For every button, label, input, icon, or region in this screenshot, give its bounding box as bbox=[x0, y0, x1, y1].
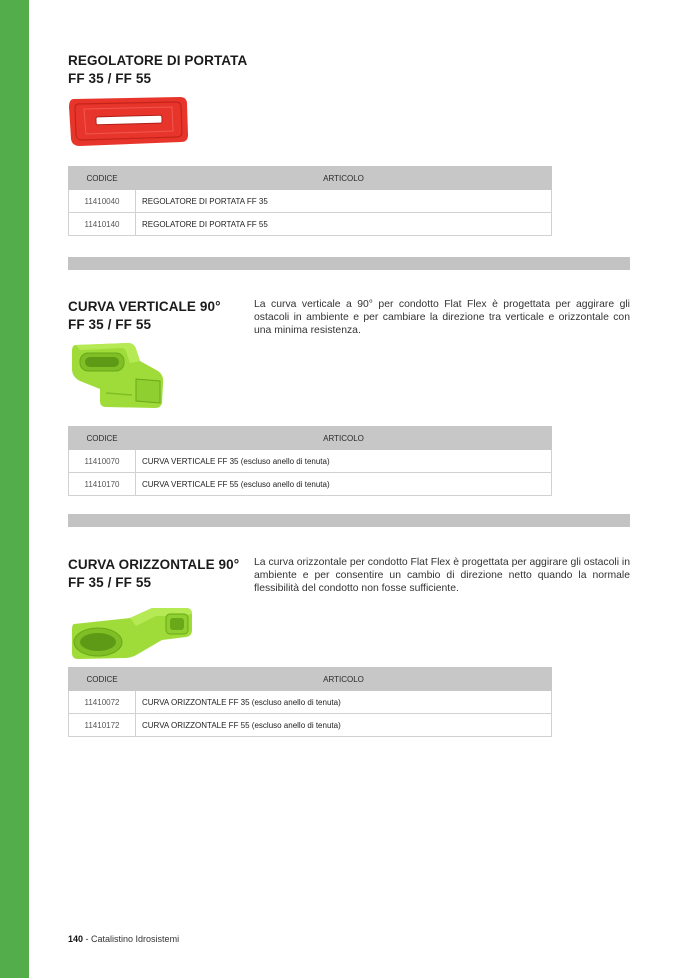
header-articolo: ARTICOLO bbox=[136, 668, 552, 691]
green-horizontal-bend-icon bbox=[70, 604, 194, 662]
table-row bbox=[69, 450, 552, 473]
title-line-1: CURVA VERTICALE 90° bbox=[68, 299, 221, 314]
title-line-2: FF 35 / FF 55 bbox=[68, 317, 152, 332]
cell-code: 11410172 bbox=[69, 714, 136, 737]
table-header-row bbox=[69, 167, 552, 190]
cell-article: REGOLATORE DI PORTATA FF 35 bbox=[136, 190, 552, 213]
title-line-2: FF 35 / FF 55 bbox=[68, 575, 152, 590]
cell-code: 11410072 bbox=[69, 691, 136, 714]
section-divider bbox=[68, 257, 630, 270]
catalog-name: Catalistino Idrosistemi bbox=[91, 934, 180, 944]
cell-code: 11410070 bbox=[69, 450, 136, 473]
title-line-1: REGOLATORE DI PORTATA bbox=[68, 53, 248, 68]
section-title bbox=[68, 52, 630, 88]
cell-article: CURVA ORIZZONTALE FF 35 (escluso anello di tenuta) bbox=[136, 691, 552, 714]
product-table bbox=[68, 667, 552, 737]
title-line-2: FF 35 / FF 55 bbox=[68, 71, 152, 86]
table-header-row bbox=[69, 668, 552, 691]
table-row bbox=[69, 714, 552, 737]
table-row bbox=[69, 213, 552, 236]
red-flow-regulator-icon bbox=[68, 95, 190, 149]
cell-code: 11410140 bbox=[69, 213, 136, 236]
cell-code: 11410170 bbox=[69, 473, 136, 496]
section-flow-regulator bbox=[68, 52, 630, 229]
table-row bbox=[69, 190, 552, 213]
cell-article: CURVA ORIZZONTALE FF 55 (escluso anello di tenuta) bbox=[136, 714, 552, 737]
section-description: La curva orizzontale per condotto Flat Flex è progettata per aggirare gli ostacoli in ambiente e per consentire un cambio di direzione netto quando la normale flessibilità del condotto non fosse sufficiente. bbox=[254, 557, 631, 594]
page-footer bbox=[68, 934, 179, 944]
table-row bbox=[69, 473, 552, 496]
header-codice: CODICE bbox=[69, 167, 136, 190]
section-description: La curva verticale a 90° per condotto Flat Flex è progettata per aggirare gli ostacoli in ambiente e per cambiare la direzione tra verticale e orizzontale con una minima resistenza. bbox=[254, 299, 630, 336]
section-divider bbox=[68, 514, 630, 527]
header-codice: CODICE bbox=[69, 668, 136, 691]
table-header-row bbox=[69, 427, 552, 450]
section-horizontal-bend bbox=[68, 556, 631, 730]
header-articolo: ARTICOLO bbox=[136, 167, 552, 190]
cell-article: CURVA VERTICALE FF 55 (escluso anello di tenuta) bbox=[136, 473, 552, 496]
side-accent-bar bbox=[0, 0, 29, 978]
product-table bbox=[68, 166, 552, 236]
green-vertical-bend-icon bbox=[70, 341, 166, 411]
footer-separator: - bbox=[83, 934, 92, 944]
cell-code: 11410040 bbox=[69, 190, 136, 213]
section-vertical-bend bbox=[68, 298, 630, 489]
cell-article: CURVA VERTICALE FF 35 (escluso anello di tenuta) bbox=[136, 450, 552, 473]
header-articolo: ARTICOLO bbox=[136, 427, 552, 450]
header-codice: CODICE bbox=[69, 427, 136, 450]
cell-article: REGOLATORE DI PORTATA FF 55 bbox=[136, 213, 552, 236]
page-number: 140 bbox=[68, 934, 84, 944]
title-line-1: CURVA ORIZZONTALE 90° bbox=[68, 557, 240, 572]
product-table bbox=[68, 426, 552, 496]
table-row bbox=[69, 691, 552, 714]
